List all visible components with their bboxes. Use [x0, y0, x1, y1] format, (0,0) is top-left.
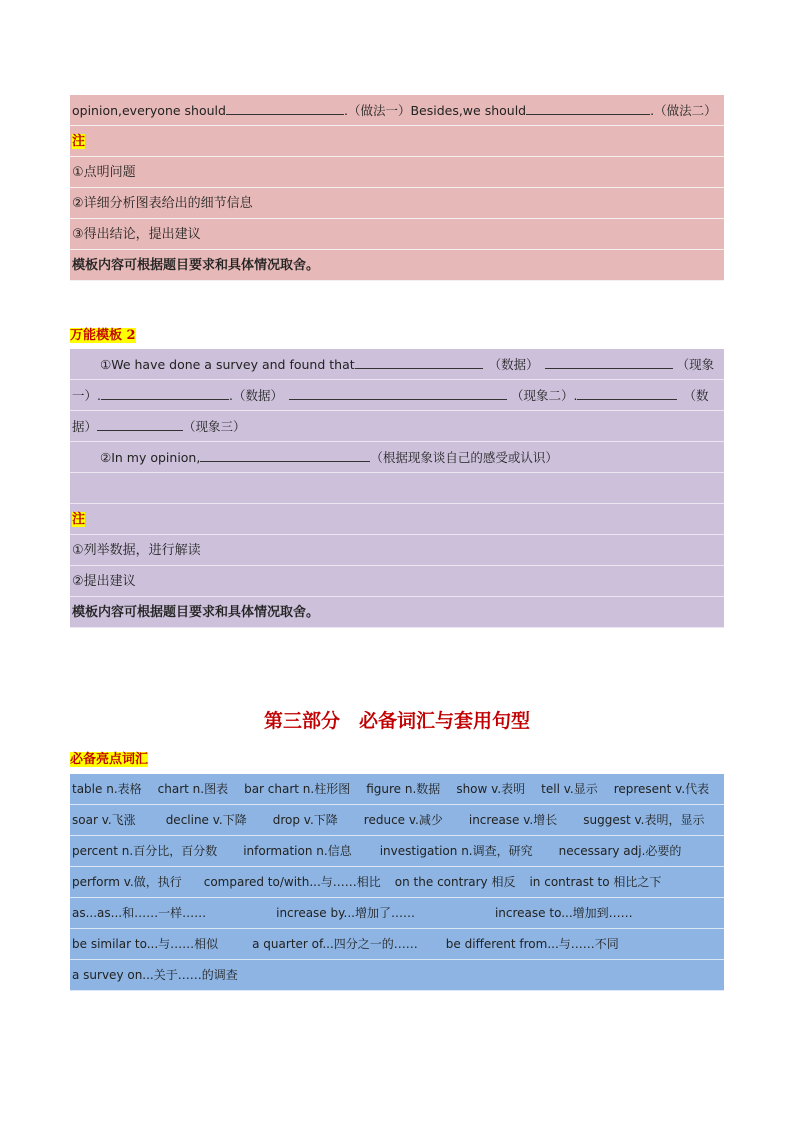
vocab-item: table n.表格	[72, 782, 142, 796]
template2-line-4	[70, 442, 724, 473]
vocab-item: in contrast to 相比之下	[529, 875, 662, 889]
vocab-item: information n.信息	[243, 844, 352, 858]
template1-row-opinion	[70, 95, 724, 126]
vocab-item: necessary adj.必要的	[558, 844, 682, 858]
row-text-b: .（做法一）Besides,we should	[343, 103, 527, 118]
template2-item-1: ①列举数据，进行解读	[70, 535, 724, 566]
blank-line[interactable]	[577, 385, 677, 400]
line-text: （现象三）	[183, 419, 246, 434]
vocab-row-5	[70, 898, 724, 929]
template2-label: 万能模板 2	[70, 328, 136, 343]
vocab-item: a survey on...关于……的调查	[72, 968, 238, 982]
vocab-row-4	[70, 867, 724, 898]
blank-line[interactable]	[526, 100, 650, 115]
blank-line[interactable]	[97, 416, 183, 431]
template2-footer: 模板内容可根据题目要求和具体情况取舍。	[70, 597, 724, 628]
line-text: 一）.	[72, 388, 101, 403]
vocab-item: increase to...增加到……	[494, 906, 633, 920]
template2-table	[70, 349, 724, 628]
blank-line[interactable]	[200, 447, 370, 462]
row-text-c: .（做法二）	[650, 103, 717, 118]
template2-line-2	[70, 380, 724, 411]
vocab-item: soar v.飞涨	[72, 813, 136, 827]
template1-table	[70, 95, 724, 281]
vocab-item: compared to/with...与……相比	[203, 875, 381, 889]
template2-heading	[70, 324, 724, 343]
line-text: （根据现象谈自己的感受或认识）	[370, 450, 558, 465]
template2-line-1	[70, 349, 724, 380]
row-text-a: opinion,everyone should	[72, 103, 226, 118]
vocab-row-3	[70, 836, 724, 867]
line-text: .（数据）	[228, 388, 283, 403]
section-title: 第三部分 必备词汇与套用句型	[263, 710, 530, 732]
template1-item-1: ①点明问题	[70, 157, 724, 188]
vocab-row-7	[70, 960, 724, 991]
vocab-item: as...as...和……一样……	[72, 906, 207, 920]
vocab-item: percent n.百分比，百分数	[72, 844, 218, 858]
vocab-item: reduce v.减少	[363, 813, 443, 827]
template2-note-row	[70, 504, 724, 535]
vocab-table	[70, 774, 724, 991]
template2-line-3	[70, 411, 724, 442]
blank-line[interactable]	[545, 354, 673, 369]
note-label: 注	[72, 134, 86, 149]
line-text: （数	[683, 388, 709, 403]
vocab-row-1	[70, 774, 724, 805]
vocab-item: drop v.下降	[272, 813, 338, 827]
line-text: ①We have done a survey and found that	[100, 357, 355, 372]
blank-line[interactable]	[101, 385, 229, 400]
vocab-item: be different from...与……不同	[445, 937, 619, 951]
vocab-item: increase v.增长	[468, 813, 558, 827]
vocab-item: bar chart n.柱形图	[244, 782, 351, 796]
note-label: 注	[72, 512, 86, 527]
vocab-item: be similar to...与……相似	[72, 937, 219, 951]
line-text: ②In my opinion,	[100, 450, 201, 465]
vocab-item: a quarter of...四分之一的……	[252, 937, 418, 951]
blank-line[interactable]	[355, 354, 483, 369]
vocab-item: perform v.做，执行	[72, 875, 182, 889]
vocab-item: tell v.显示	[541, 782, 598, 796]
blank-line[interactable]	[226, 100, 344, 115]
template1-note-row	[70, 126, 724, 157]
template1-footer: 模板内容可根据题目要求和具体情况取舍。	[70, 250, 724, 281]
vocab-item: decline v.下降	[165, 813, 247, 827]
vocab-item: chart n.图表	[157, 782, 229, 796]
line-text: （现象	[676, 357, 715, 372]
line-text: （现象二）.	[510, 388, 578, 403]
vocab-item: increase by...增加了……	[276, 906, 415, 920]
vocab-row-2	[70, 805, 724, 836]
line-text: （数据）	[488, 357, 539, 372]
template1-item-2: ②详细分析图表给出的细节信息	[70, 188, 724, 219]
blank-line[interactable]	[289, 385, 507, 400]
template1-item-3: ③得出结论，提出建议	[70, 219, 724, 250]
vocab-heading	[70, 748, 724, 767]
line-text: 据）	[72, 419, 98, 434]
template2-item-2: ②提出建议	[70, 566, 724, 597]
vocab-item: represent v.代表	[613, 782, 710, 796]
vocab-item: suggest v.表明，显示	[583, 813, 705, 827]
vocab-item: show v.表明	[456, 782, 526, 796]
vocab-row-6	[70, 929, 724, 960]
vocab-item: on the contrary 相反	[394, 875, 516, 889]
vocab-item: figure n.数据	[366, 782, 441, 796]
vocab-item: investigation n.调查，研究	[379, 844, 533, 858]
vocab-label: 必备亮点词汇	[70, 752, 149, 767]
template2-empty-row	[70, 473, 724, 504]
